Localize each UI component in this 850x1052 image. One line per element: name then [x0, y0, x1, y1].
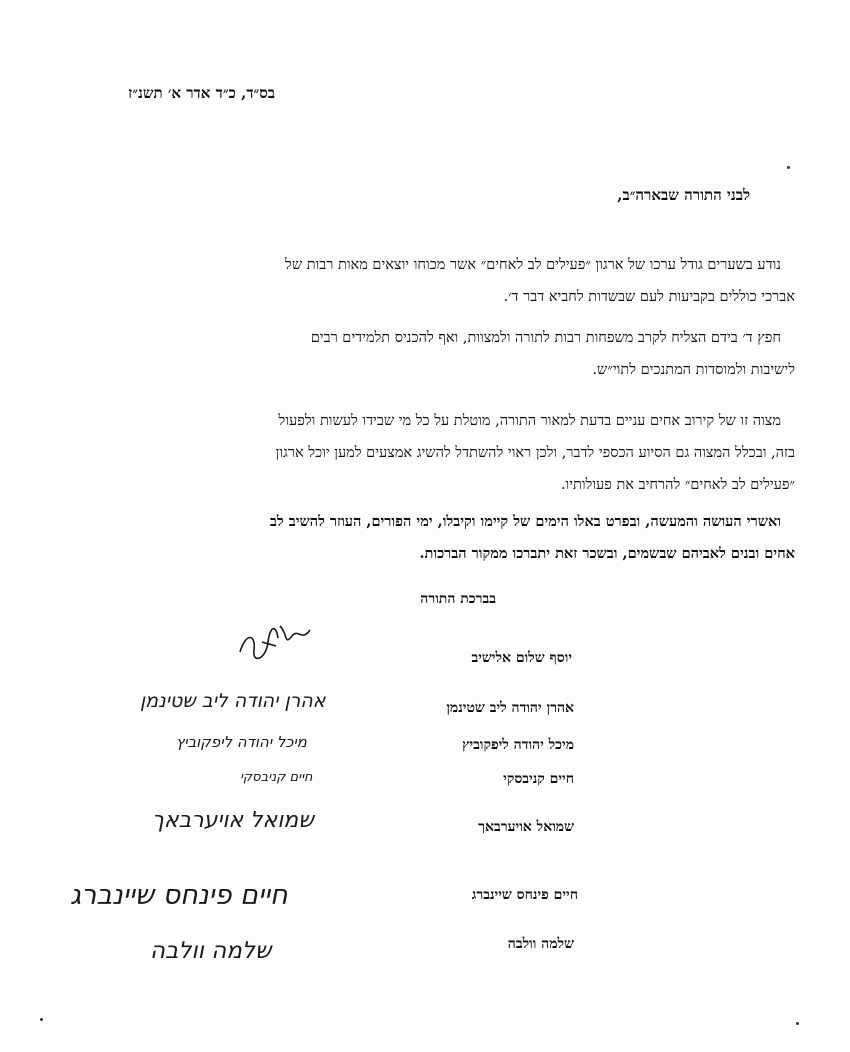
signatory-name: שלמה וולבה	[507, 936, 574, 952]
signature-mark: אהרן יהודה ליב שטינמן	[140, 690, 326, 712]
paragraph-line: לישיבות ולמוסדות המתנכים לתוי״ש.	[592, 362, 795, 378]
paragraph-line: נודע בשערים גודל ערכו של ארגון ״פעילים לב לאחים״ אשר מכוחו יוצאים מאות רבות של	[285, 257, 781, 273]
paragraph-line: ״פעילים לב לאחים״ להרחיב את פעולותיו.	[560, 477, 795, 493]
letter-salutation: לבני התורה שבארה״ב,	[617, 186, 750, 204]
scan-speck	[796, 1022, 799, 1025]
paragraph-line: אחים ובנים לאביהם שבשמים, ובשכר זאת יתברכו ממקור הברכות.	[419, 545, 795, 562]
signature-mark: שמואל אויערבאך	[152, 808, 314, 833]
signatory-name: שמואל אויערבאך	[478, 819, 574, 835]
paragraph-line: מצוה זו של קירוב אחים עניים בדעת למאור התורה, מוטלת על כל מי שבידו לעשות ולפעול	[278, 413, 781, 429]
signatory-name: מיכל יהודה ליפקוביץ	[462, 737, 574, 753]
letter-paragraph	[95, 249, 795, 313]
letter-date: בס״ד, כ״ד אדר א׳ תשנ״ז	[128, 84, 275, 102]
signature-mark: שלמה וולבה	[150, 938, 272, 964]
signatory-name: אהרן יהודה ליב שטינמן	[446, 700, 574, 716]
signatory-name: חיים פינחס שיינברג	[471, 887, 578, 903]
letter-paragraph	[95, 405, 795, 501]
letter-paragraph	[95, 322, 795, 386]
paragraph-line: בזה, ובכלל המצוה גם הסיוע הכספי לדבר, ולכן ראוי להשתדל להשיג אמצעים למען יוכל ארגון	[275, 445, 795, 461]
paragraph-line: חפץ ד׳ בידם הצליח לקרב משפחות רבות לתורה ולמצוות, ואף להכניס תלמידים רבים	[310, 330, 781, 346]
scan-speck	[787, 166, 790, 169]
signature-drawing	[232, 612, 322, 672]
paragraph-line: ואשרי העושה והמעשה, ובפרט באלו הימים של קיימו וקיבלו, ימי הפורים, העוזר להשיב לב	[269, 513, 781, 530]
signature-mark: מיכל יהודה ליפקוביץ	[176, 733, 307, 751]
scan-speck	[40, 1018, 43, 1021]
signatory-name: חיים קניבסקי	[503, 771, 574, 787]
letter-closing: בברכת התורה	[420, 591, 496, 607]
signature-mark	[232, 612, 322, 672]
signature-mark: חיים פינחס שיינברג	[70, 880, 288, 911]
letter-paragraph	[95, 506, 795, 570]
signatory-name: יוסף שלום אלישיב	[471, 650, 572, 666]
signature-mark: חיים קניבסקי	[240, 770, 313, 785]
paragraph-line: אברכי כוללים בקביעות לעם שבשדות לחביא דבר ד׳.	[503, 289, 795, 305]
